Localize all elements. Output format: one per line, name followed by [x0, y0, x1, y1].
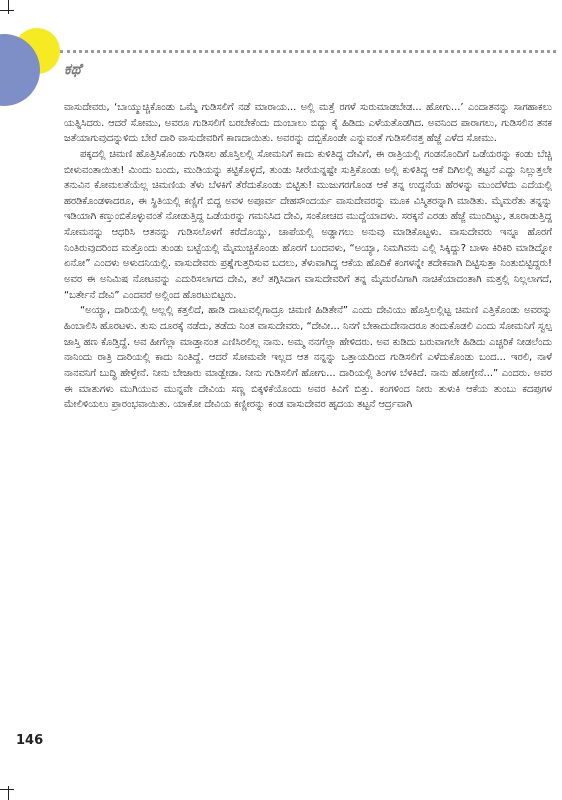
- crop-mark: [0, 789, 14, 790]
- page-number: 146: [16, 733, 44, 748]
- crop-mark: [0, 10, 14, 11]
- section-label: ಕಥೆ: [64, 60, 82, 78]
- header-dotted-rule: [60, 50, 556, 53]
- crop-mark: [8, 0, 9, 14]
- paragraph: ವಾಸುದೇವರು, ‘ಬಾಯ್ಮುಚ್ಚಿಕೊಂಡು ಒಮ್ಮೆ ಗುಡಿಸಲಿಗೆ ನಡೆ ಮಾರಾಯ... ಅಲ್ಲಿ ಮತ್ತೆ ರಗಳೆ ಸುರುಮಾಡಬೇಡ... ಹೋಗು...’ ಎಂದಾತನನ್ನು ಸಾಗಹಾಕಲು ಯತ್ನಿಸಿದರು. ಆದರೆ ಸೋಮು, ಅವರೂ ಗುಡಿಸಲಿಗೆ ಬರಬೇಕೆಂದು ದುಂಬಾಲು ಬಿದ್ದು ಕೈ ಹಿಡಿದು ಎಳೆಯತೊಡಗಿದ. ಅವನಿಂದ ಪಾರಾಗಲು, ಗುಡಿಸಲಿನ ತನಕ ಜತೆಯಾಗುವುದನ್ನುಳಿದು ಬೇರೆ ದಾರಿ ವಾಸುದೇವರಿಗೆ ಕಾಣದಾಯಿತು. ಅವರನ್ನು ದಬ್ಬಿಕೊಂಡೇ ಎನ್ನುವಂತೆ ಗುಡಿಸಲಿನತ್ತ ಹೆಜ್ಜೆ ಎಳೆದ ಸೋಮು.: [64, 102, 552, 145]
- paragraph: “ಅಯ್ಯಾ, ದಾರಿಯಲ್ಲಿ ಅಲ್ಲಲ್ಲಿ ಕತ್ತಲಿದೆ, ಹಾಡಿ ದಾಟುವಲ್ಲಿಗಾದ್ರೂ ಚಿಮಣಿ ಹಿಡಿತೇನೆ” ಎಂದು ದೇವಿಯು ಹೊಸ್ತಿಲಲ್ಲಿಟ್ಟ ಚಿಮಣಿ ಎತ್ತಿಕೊಂಡು ಅವರನ್ನು ಹಿಂಬಾಲಿಸಿ ಹೊರಟಳು. ತುಸು ದೂರಕ್ಕೆ ನಡೆದು, ತಡೆದು ನಿಂತ ವಾಸುದೇವರು, “ದೇವೀ... ನಿನಗೆ ಬೇಕಾದುದೇನಾದರೂ ತಂದುಕೊಡಲಿ ಎಂದು ಸೋಮನಿಗೆ ಸ್ವಲ್ಪ ಜಾಸ್ತಿ ಹಣ ಕೊಡ್ತಿದ್ದೆ. ಅವ ಹೀಗೆಲ್ಲಾ ಮಾಡ್ತಾನಂತ ಎಣಿಸಿರಲಿಲ್ಲ ನಾನು. ಅಮ್ಮ ನನಗೆಲ್ಲಾ ಹೇಳಿದರು. ಅವ ಕುಡಿದು ಬರುವಾಗಲೇ ಹಿಡಿದು ಎಚ್ಚರಿಕೆ ನೀಡಲೆಂದು ನಾನಿಂದು ರಾತ್ರಿ ದಾರಿಯಲ್ಲಿ ಕಾದು ನಿಂತಿದ್ದೆ. ಆದರೆ ಸೋಮವೇ ಇಲ್ಲದ ಆತ ನನ್ನನ್ನು ಒತ್ತಾಯದಿಂದ ಗುಡಿಸಲಿಗೆ ಎಳೆದುಕೊಂಡು ಬಂದ... ಇರಲಿ, ನಾಳೆ ನಾನವನಿಗೆ ಬುದ್ಧಿ ಹೇಳ್ತೇನೆ. ನೀನು ಬೇಜಾರು ಮಾಡ್ಬೇಡಾ. ನೀನು ಗುಡಿಸಲಿಗೆ ಹೋಗು... ದಾರಿಯಲ್ಲಿ ತಿಂಗಳ ಬೆಳಕಿದೆ. ನಾನು ಹೋಗ್ತೇನೆ...” ಎಂದರು. ಅವರ ಈ ಮಾತುಗಳು ಮುಗಿಯುವ ಮುನ್ನವೇ ದೇವಿಯ ಸಣ್ಣ ಬಿಕ್ಕಳಿಕೆಯೊಂದು ಅವರ ಕಿವಿಗೆ ಬಿತ್ತು. ಕಂಗಳಿಂದ ನೀರು ತುಳುಕಿ ಆಕೆಯ ತುಂಬು ಕದಪುಗಳ ಮೇಲಿಳಿಯಲು ಪ್ರಾರಂಭವಾಯಿತು. ಯಾಕೋ ದೇವಿಯ ಕಣ್ಣೀರನ್ನು ಕಂಡ ವಾಸುದೇವರ ಹೃದಯ ತಟ್ಟನೆ ಆರ್ದ್ರವಾಗಿ: [64, 305, 552, 411]
- paragraph: ಪಕ್ಕದಲ್ಲಿ ಚಿಮಣಿ ಹೊತ್ತಿಸಿಕೊಂಡು ಗುಡಿಸಲ ಹೊಸ್ತಿಲಲ್ಲಿ ಸೋಮನಿಗೆ ಕಾದು ಕುಳಿತಿದ್ದ ದೇವಿಗೆ, ಈ ರಾತ್ರಿಯಲ್ಲಿ ಗಂಡನೊಂದಿಗೆ ಒಡೆಯರನ್ನು ಕಂಡು ಬೆಚ್ಚಿ ಬೀಳುವಂತಾಯಿತು! ಮಿಂದು ಬಂದು, ಮುಡಿಯನ್ನು ಕಟ್ಟಿಕೊಳ್ಳದೆ, ತುಂಡು ಸೀರೆಯನ್ನಷ್ಟೇ ಸುತ್ತಿಕೊಂಡು ಅಲ್ಲಿ ಕುಳಿತಿದ್ದ ಆಕೆ ದಿಗಿಲಲ್ಲಿ ತಟ್ಟನೆ ಎದ್ದು ನಿಲ್ಲುತ್ತಲೇ ತನುವಿನ ಕೋಮಲತೆಯೆಲ್ಲ ಚಿಮಣಿಯ ತೆಳು ಬೆಳಕಿಗೆ ತೆರೆದುಕೊಂಡು ಬಿಟ್ಟಿತು! ಮುಜುಗರಗೊಂಡ ಆಕೆ ತನ್ನ ಉದ್ದನೆಯ ಹೆರಳನ್ನು ಮುಂದೆಳೆದು ಎದೆಯಲ್ಲಿ ಹರಡಿಕೊಂಡಳಾದರೂ, ಈ ಸ್ಥಿತಿಯಲ್ಲಿ ಕಣ್ಣಿಗೆ ಬಿದ್ದ ಅವಳ ಅಪೂರ್ವ ದೇಹಸೌಂದರ್ಯ ವಾಸುದೇವರನ್ನು ಮೂಕ ವಿಸ್ಮಿತರನ್ನಾಗಿ ಮಾಡಿತು. ಮೈಮರೆತು ತನ್ನನ್ನು ಇಡಿಯಾಗಿ ಕಣ್ತುಂಬಿಕೊಳ್ಳುವಂತೆ ನೋಡುತ್ತಿದ್ದ ಒಡೆಯರನ್ನು ಗಮನಿಸಿದ ದೇವಿ, ಸಂಕೋಚದ ಮುದ್ದೆಯಾದಳು. ಸರಕ್ಕನೆ ಎರಡು ಹೆಜ್ಜೆ ಮುಂದಿಟ್ಟು, ತೂರಾಡುತ್ತಿದ್ದ ಸೋಮನನ್ನು ಆಧರಿಸಿ ಆತನನ್ನು ಗುಡಿಸಲೊಳಗೆ ಕರೆದೊಯ್ದು, ಚಾಪೆಯಲ್ಲಿ ಅಡ್ಡಾಗಲು ಅನುವು ಮಾಡಿಕೊಟ್ಟಳು. ವಾಸುದೇವರು ಇನ್ನೂ ಹೊರಗೆ ನಿಂತಿರುವುದರಿಂದ ಮತ್ತೊಂದು ತುಂಡು ಬಟ್ಟೆಯಲ್ಲಿ ಮೈಮುಚ್ಚಿಕೊಂಡು ಹೊರಗೆ ಬಂದವಳು, “ಅಯ್ಯಾ, ನಿಮಗಿವನು ಎಲ್ಲಿ ಸಿಕ್ಕಿದ್ದು? ಬಾಳಾ ಕಿರಿಕಿರಿ ಮಾಡಿದ್ನೋ ಏನೋ” ಎಂದಳು ಅಳುದನಿಯಲ್ಲಿ. ವಾಸುದೇವರು ಪ್ರಶ್ನೆಗುತ್ತರಿಸುವ ಬದಲು, ತೆಳುವಾಗಿದ್ದ ಆಕೆಯ ಹೊದಿಕೆ ಕಂಗಳನ್ನೇ ತದೇಕವಾಗಿ ದಿಟ್ಟಿಸುತ್ತಾ ನಿಂತುಬಿಟ್ಟಿದ್ದರು! ಅವರ ಈ ಅನಿಮಿಷ ನೋಟವನ್ನು ಎದುರಿಸಲಾಗದ ದೇವಿ, ತಲೆ ತಗ್ಗಿಸಿದಾಗ ವಾಸುದೇವರಿಗೆ ತನ್ನ ಮೈಮರೆವಿಗಾಗಿ ನಾಚಿಕೆಯಾದಂತಾಗಿ ಮತ್ತಲ್ಲಿ ನಿಲ್ಲಲಾಗದೆ, “ಬರ್ತೇನೆ ದೇವಿ” ಎಂದವರೆ ಅಲ್ಲಿಂದ ಹೊರಟುಬಿಟ್ಟರು.: [64, 148, 552, 301]
- story-text: [64, 100, 552, 413]
